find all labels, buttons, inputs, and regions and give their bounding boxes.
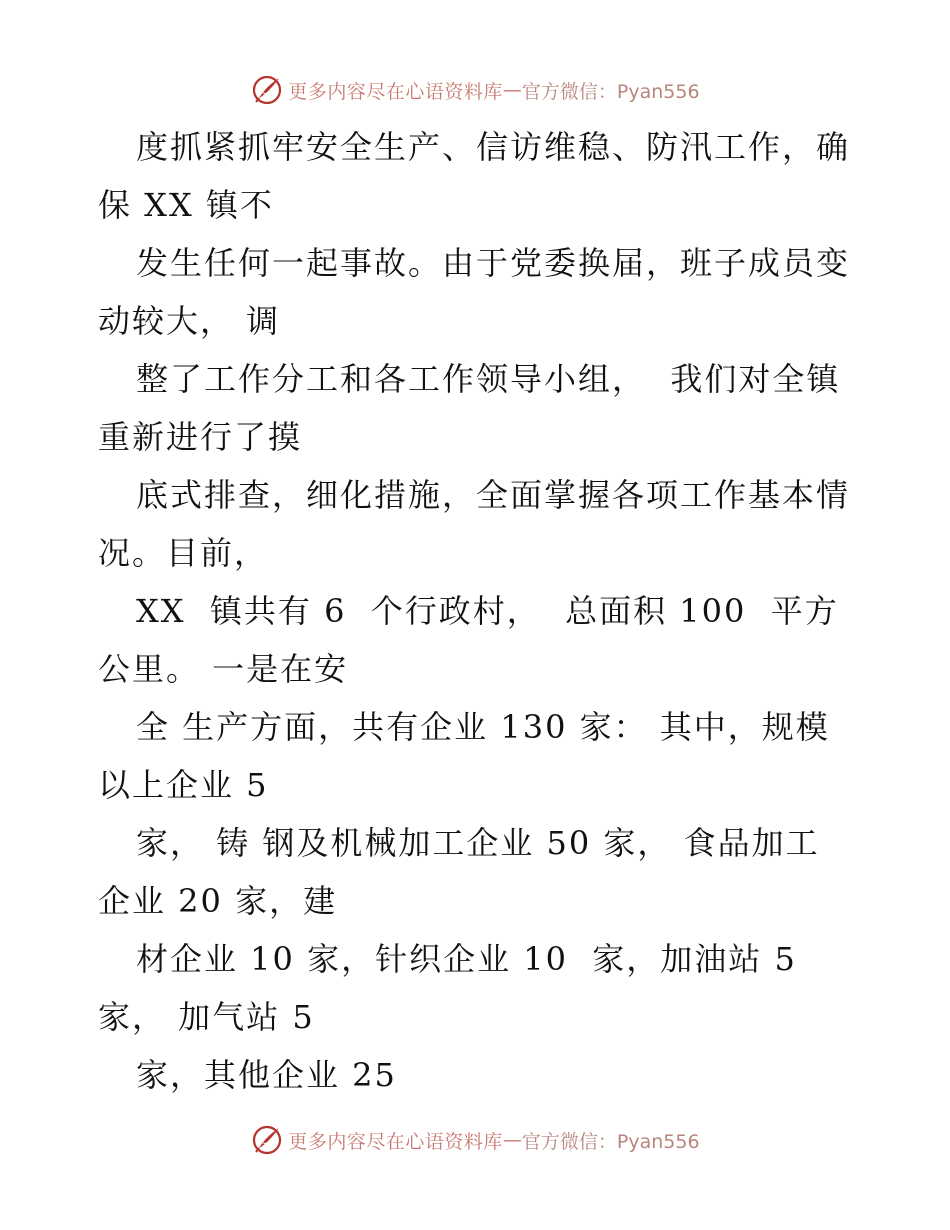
header-banner bbox=[0, 70, 950, 110]
text-line: 公里。 一是在安 bbox=[98, 650, 349, 688]
footer-banner bbox=[0, 1120, 950, 1160]
banner-separator: — bbox=[502, 1129, 522, 1151]
text-line: 以上企业 5 bbox=[98, 766, 269, 804]
text-line: 整了工作分工和各工作领导小组， 我们对全镇 bbox=[136, 360, 841, 398]
text-line: 家，其他企业 25 bbox=[136, 1056, 397, 1094]
text-line: 全 生产方面，共有企业 130 家： 其中，规模 bbox=[136, 708, 830, 746]
text-line: 企业 20 家，建 bbox=[98, 882, 338, 920]
text-line: 家， 铸 钢及机械加工企业 50 家， 食品加工 bbox=[136, 824, 820, 862]
text-line: 材企业 10 家，针织企业 10 家，加油站 5 bbox=[136, 940, 797, 978]
text-line: 况。目前， bbox=[98, 534, 269, 572]
text-line: XX 镇共有 6 个行政村， 总面积 100 平方 bbox=[136, 592, 839, 630]
text-line: 度抓紧抓牢安全生产、信访维稳、防汛工作，确 bbox=[136, 128, 851, 166]
quill-seal-logo-icon bbox=[250, 1123, 284, 1157]
banner-title: 更多内容尽在心语资料库 bbox=[288, 1130, 503, 1153]
text-line: 动较大， 调 bbox=[98, 302, 281, 340]
banner-wechat-info: 官方微信：Pyan556 bbox=[521, 1130, 700, 1153]
text-line: 家， 加气站 5 bbox=[98, 998, 315, 1036]
banner-separator: — bbox=[502, 79, 522, 101]
text-line: 底式排查，细化措施，全面掌握各项工作基本情 bbox=[136, 476, 851, 514]
banner-title: 更多内容尽在心语资料库 bbox=[288, 80, 503, 103]
text-line: 发生任何一起事故。由于党委换届，班子成员变 bbox=[136, 244, 851, 282]
banner-wechat-info: 官方微信：Pyan556 bbox=[521, 80, 700, 103]
body-text bbox=[98, 118, 858, 1104]
text-line: 保 XX 镇不 bbox=[98, 186, 274, 224]
text-line: 重新进行了摸 bbox=[98, 418, 303, 456]
quill-seal-logo-icon bbox=[250, 73, 284, 107]
